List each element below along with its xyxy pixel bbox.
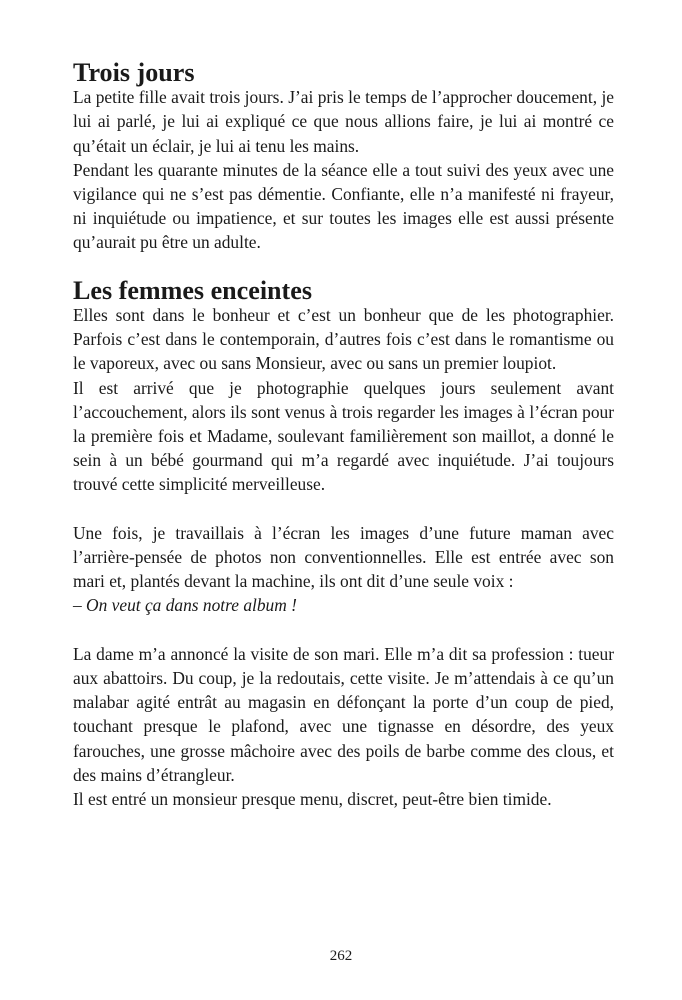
paragraph-gap bbox=[73, 618, 614, 642]
paragraph: Elles sont dans le bonheur et c’est un bonheur que de les photographier. Parfois c’est dans le contemporain, d’autres fois c’est dans le romantisme ou le vaporeux, avec ou sans Monsieur, avec ou sans un premier loupiot. bbox=[73, 305, 614, 374]
paragraph: La petite fille avait trois jours. J’ai pris le temps de l’approcher doucement, je lui ai parlé, je lui ai expliqué ce que nous allions faire, je lui ai montré ce qu’était un éclair, je lui ai tenu les mains. bbox=[73, 87, 614, 156]
paragraph: Une fois, je travaillais à l’écran les images d’une future maman avec l’arrière-pensée de photos non conventionnelles. Elle est entrée avec son mari et, plantés devant la machine, ils ont dit d’une seule voix : bbox=[73, 522, 614, 592]
section-title-trois-jours: Trois jours bbox=[73, 58, 195, 87]
page-body bbox=[73, 58, 614, 811]
paragraph: Il est arrivé que je photographie quelques jours seulement avant l’accouchement, alors ils sont venus à trois regarder les images à l’écran pour la première fois et Madame, soulevant familièrement son maillot, a donné le sein à un bébé gourmand qui m’a regardé avec inquiétude. J’ai toujours trouvé cette simplicité merveilleuse. bbox=[73, 377, 614, 495]
paragraph: Pendant les quarante minutes de la séance elle a tout suivi des yeux avec une vigilance qui ne s’est pas démentie. Confiante, elle n’a manifesté ni frayeur, ni inquiétude ou impatience, et sur toutes les images elle est aussi présente qu’aurait pu être un adulte. bbox=[73, 159, 614, 253]
section-title-femmes-enceintes: Les femmes enceintes bbox=[73, 275, 312, 305]
paragraph: Il est entré un monsieur presque menu, discret, peut-être bien timide. bbox=[73, 789, 552, 810]
page-number: 262 bbox=[329, 948, 353, 964]
paragraph-gap bbox=[73, 497, 614, 521]
paragraph: La dame m’a annoncé la visite de son mari. Elle m’a dit sa profession : tueur aux abattoirs. Du coup, je la redoutais, cette visite. Je m’attendais à ce qu’un malabar agité entrât au magasin en défonçant la porte d’un coup de pied, touchant presque le plafond, avec une tignasse en désordre, des yeux farouches, une grosse mâchoire avec des poils de barbe comme des clous, et des mains d’étrangleur. bbox=[73, 643, 614, 785]
quote-line: – On veut ça dans notre album ! bbox=[73, 595, 297, 616]
